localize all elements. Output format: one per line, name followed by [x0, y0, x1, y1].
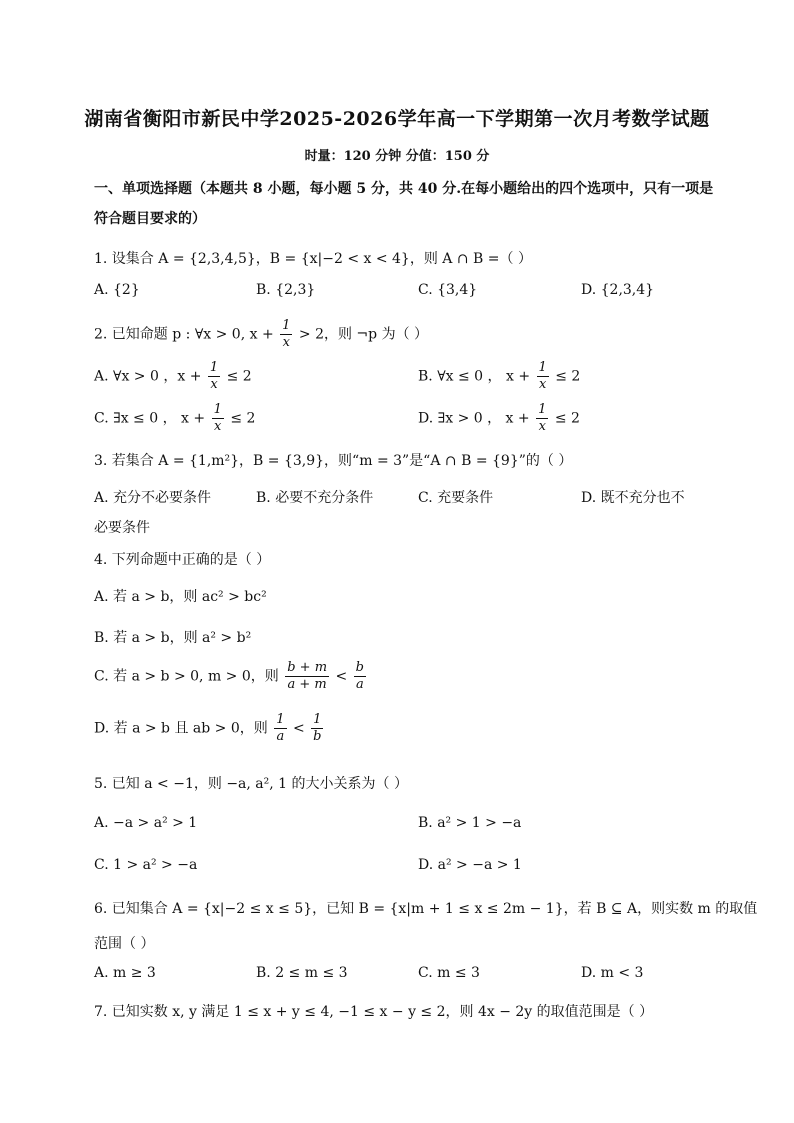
question-5-option-c: C. 1 > a² > −a: [94, 857, 198, 873]
question-1-stem: 1. 设集合 A = {2,3,4,5}，B = {x|−2 < x < 4}，则 A ∩ B =（ ）: [94, 251, 532, 267]
question-1-option-a: A. {2}: [94, 282, 140, 298]
question-4-option-c: C. 若 a > b > 0, m > 0，则 $\frac{b + m}{a + m}$ < $\frac{b}{a}$: [94, 660, 364, 692]
question-2-stem-suffix: > 2，则 ¬p 为（ ）: [298, 326, 429, 343]
question-4-stem: 4. 下列命题中正确的是（ ）: [94, 552, 271, 568]
question-2-stem-prefix: 2. 已知命题 p : ∀x > 0, x +: [94, 326, 274, 343]
question-2-option-c: C. ∃x ≤ 0 ， x + $\frac{1}{x}$ ≤ 2: [94, 402, 256, 434]
question-1-option-d: D. {2,3,4}: [581, 282, 655, 298]
question-6-stem: 6. 已知集合 A = {x|−2 ≤ x ≤ 5}，已知 B = {x|m + 1 ≤ x ≤ 2m − 1}，若 B ⊆ A，则实数 m 的取值: [94, 901, 758, 917]
question-6-option-a: A. m ≥ 3: [94, 965, 156, 981]
question-4-option-d: D. 若 a > b 且 ab > 0，则 $\frac{1}{a}$ < $\frac{1}{b}$: [94, 712, 322, 744]
question-2-option-d: D. ∃x > 0 ， x + $\frac{1}{x}$ ≤ 2: [418, 402, 580, 434]
question-2-option-b: B. ∀x ≤ 0 ， x + $\frac{1}{x}$ ≤ 2: [418, 360, 581, 392]
question-3-option-d-wrap: 必要条件: [94, 520, 150, 536]
question-6-option-d: D. m < 3: [581, 965, 644, 981]
question-7-stem: 7. 已知实数 x, y 满足 1 ≤ x + y ≤ 4, −1 ≤ x − y ≤ 2，则 4x − 2y 的取值范围是（ ）: [94, 1004, 654, 1020]
question-3-option-c: C. 充要条件: [418, 490, 494, 506]
section-heading-line1: 一、单项选择题（本题共 8 小题，每小题 5 分，共 40 分.在每小题给出的四个选项中，只有一项是: [94, 181, 714, 197]
question-6-stem-wrap: 范围（ ）: [94, 936, 155, 952]
exam-meta: 时量：120 分钟 分值：150 分: [304, 149, 490, 164]
question-2-stem: [94, 318, 428, 351]
page-title: 湖南省衡阳市新民中学2025-2026学年高一下学期第一次月考数学试题: [84, 108, 710, 130]
question-3-option-a: A. 充分不必要条件: [94, 490, 212, 506]
question-6-option-c: C. m ≤ 3: [418, 965, 480, 981]
question-3-option-d: D. 既不充分也不: [581, 490, 685, 506]
question-5-option-b: B. a² > 1 > −a: [418, 815, 522, 831]
question-5-stem: 5. 已知 a < −1，则 −a, a², 1 的大小关系为（ ）: [94, 776, 408, 792]
question-1-option-b: B. {2,3}: [256, 282, 316, 298]
question-5-option-a: A. −a > a² > 1: [94, 815, 198, 831]
question-2-option-a: A. ∀x > 0 ，x + $\frac{1}{x}$ ≤ 2: [94, 360, 252, 392]
section-heading-line2: 符合题目要求的）: [94, 211, 206, 227]
question-4-option-b: B. 若 a > b，则 a² > b²: [94, 630, 252, 646]
question-6-option-b: B. 2 ≤ m ≤ 3: [256, 965, 348, 981]
question-1-option-c: C. {3,4}: [418, 282, 478, 298]
question-4-option-a: A. 若 a > b，则 ac² > bc²: [94, 589, 267, 605]
fraction: $\frac{1}{x}$: [282, 318, 291, 350]
question-5-option-d: D. a² > −a > 1: [418, 857, 522, 873]
question-3-stem: 3. 若集合 A = {1,m²}，B = {3,9}，则“m = 3”是“A ∩ B = {9}”的（ ）: [94, 453, 573, 469]
question-3-option-b: B. 必要不充分条件: [256, 490, 374, 506]
